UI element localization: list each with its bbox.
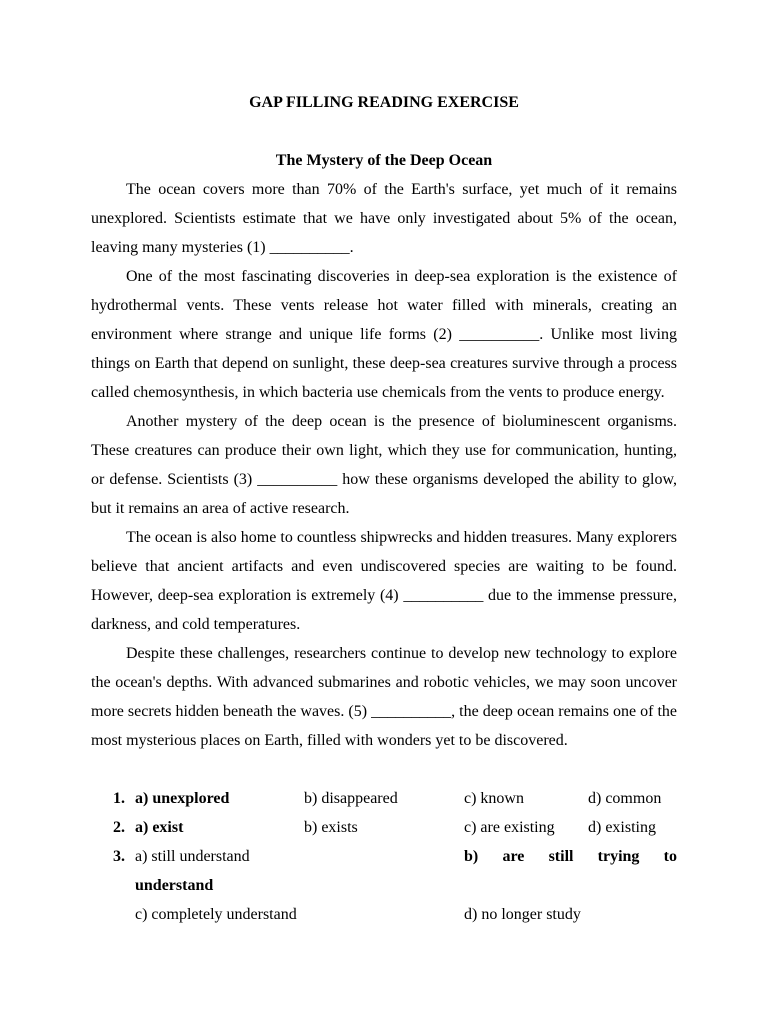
question-row [91, 784, 677, 813]
option-a: a) exist [135, 819, 184, 836]
option-d: d) existing [588, 819, 656, 836]
paragraph-2: One of the most fascinating discoveries in deep-sea exploration is the existence of hydrothermal vents. These vents release hot water filled with minerals, creating an environment where strange and unique life forms (2) __________. Unlike most living things on Earth that depend on sunlight, these deep-sea creatures survive through a process called chemosynthesis, in which bacteria use chemicals from the vents to produce energy. [91, 268, 677, 401]
option-b [464, 842, 677, 871]
option-c: c) are existing [464, 819, 555, 836]
question-list [91, 784, 677, 929]
option-b: b) disappeared [304, 790, 398, 807]
question-number: 3. [113, 848, 125, 865]
question-row [91, 813, 677, 842]
passage-title: The Mystery of the Deep Ocean [275, 152, 493, 169]
option-b-word: are [502, 848, 525, 865]
document-title: GAP FILLING READING EXERCISE [249, 94, 519, 111]
option-c: c) known [464, 790, 524, 807]
paragraph-3: Another mystery of the deep ocean is the presence of bioluminescent organisms. These creatures can produce their own light, which they use for communication, hunting, or defense. Scientists (3) __________ how these organisms developed the ability to glow, but it remains an area of active research. [91, 413, 677, 517]
question-row-continuation [91, 871, 677, 900]
option-b-word: to [663, 848, 677, 865]
paragraph-1: The ocean covers more than 70% of the Earth's surface, yet much of it remains unexplored. Scientists estimate that we have only investigated about 5% of the ocean, leaving many mysteries (1) __________. [91, 181, 677, 256]
paragraph-4: The ocean is also home to countless shipwrecks and hidden treasures. Many explorers believe that ancient artifacts and even undiscovered species are waiting to be found. However, deep-sea exploration is extremely (4) __________ due to the immense pressure, darkness, and cold temperatures. [91, 529, 677, 633]
option-a: a) unexplored [135, 790, 230, 807]
option-b-word: trying [597, 848, 640, 865]
question-number: 1. [113, 790, 125, 807]
option-d: d) common [588, 790, 662, 807]
option-d: d) no longer study [464, 906, 581, 923]
paragraph-5: Despite these challenges, researchers continue to develop new technology to explore the ocean's depths. With advanced submarines and robotic vehicles, we may soon uncover more secrets hidden beneath the waves. (5) __________, the deep ocean remains one of the most mysterious places on Earth, filled with wonders yet to be discovered. [91, 645, 677, 749]
option-b: b) exists [304, 819, 358, 836]
question-number: 2. [113, 819, 125, 836]
option-a: a) still understand [135, 848, 250, 865]
question-row [91, 842, 677, 871]
option-b-word: b) [464, 848, 479, 865]
question-row [91, 900, 677, 929]
option-b-continuation: understand [135, 877, 214, 894]
passage-body [91, 175, 677, 755]
option-b-word: still [548, 848, 574, 865]
option-c: c) completely understand [135, 906, 297, 923]
